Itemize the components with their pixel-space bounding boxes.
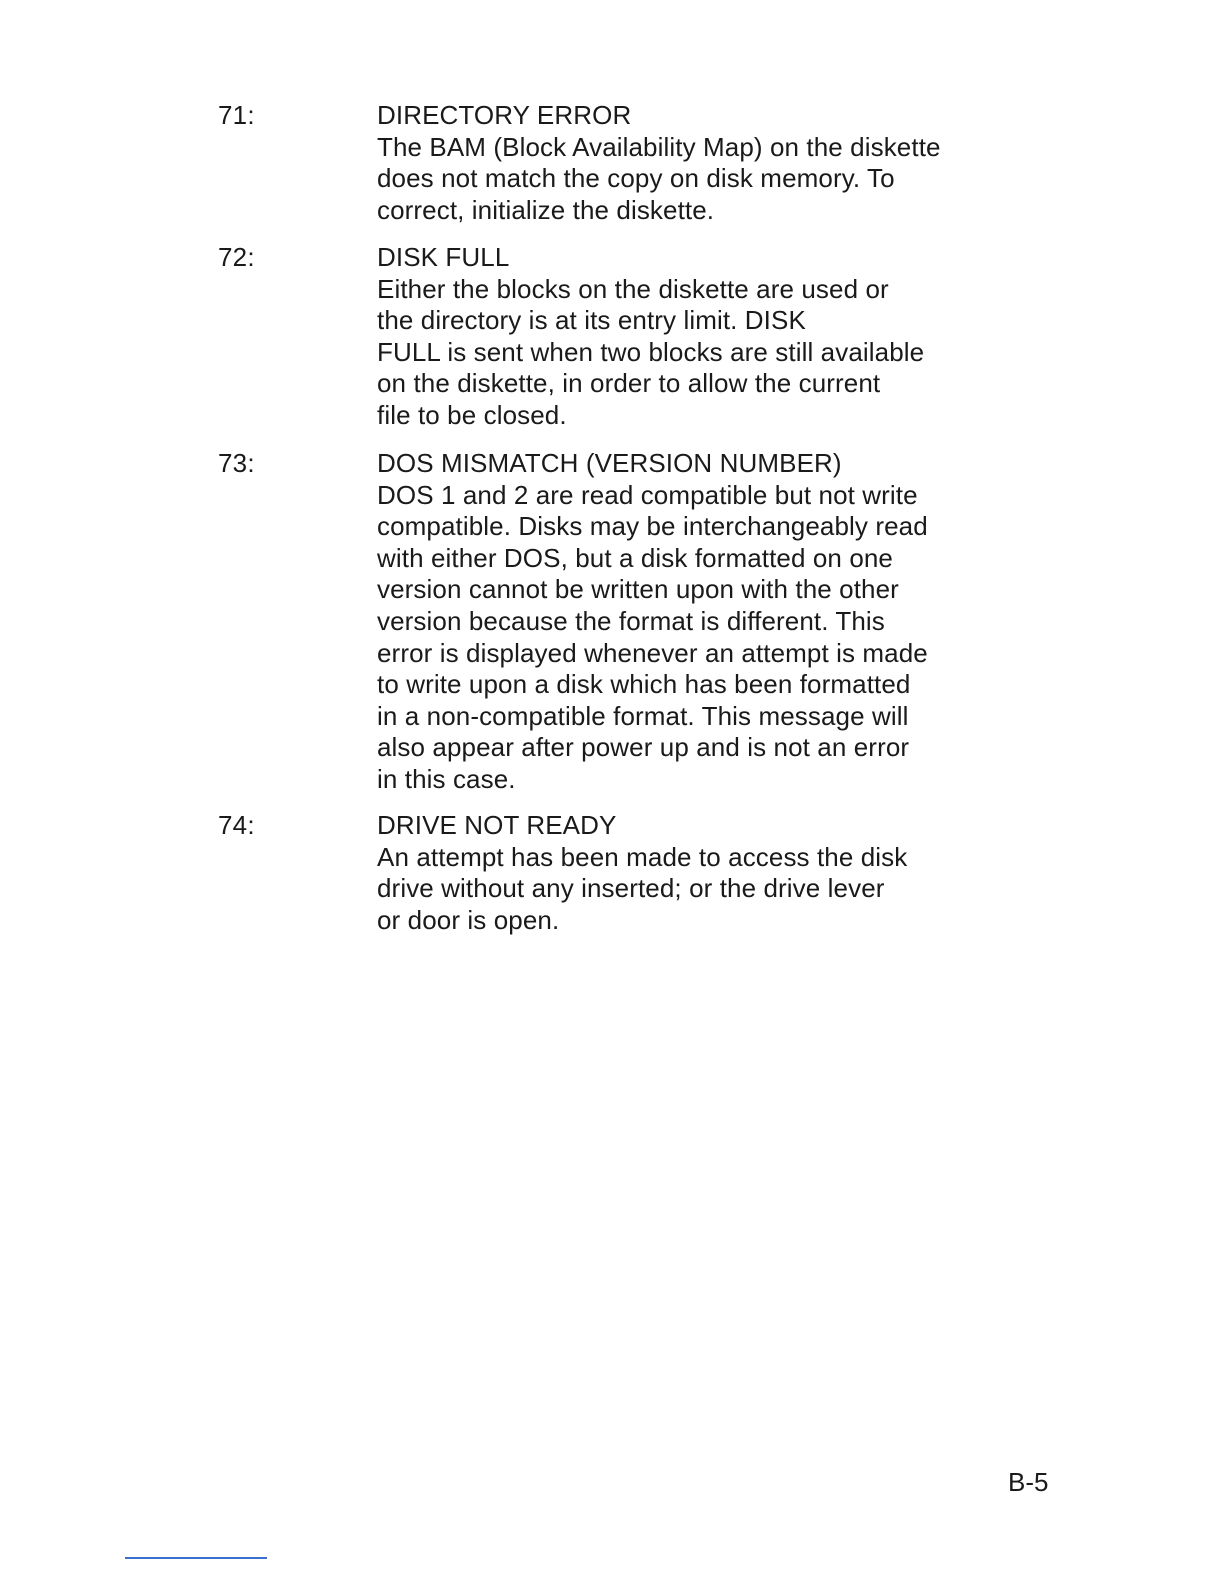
description-line: also appear after power up and is not an error	[377, 732, 910, 763]
description-line: The BAM (Block Availability Map) on the diskette	[377, 131, 941, 162]
description-line: version cannot be written upon with the other	[377, 574, 899, 605]
description-line: An attempt has been made to access the disk	[377, 841, 908, 872]
description-line: to write upon a disk which has been formatted	[377, 669, 911, 700]
description-line: file to be closed.	[377, 399, 567, 430]
error-description	[377, 448, 1037, 796]
description-line: FULL is sent when two blocks are still available	[377, 336, 925, 367]
error-description	[377, 810, 1037, 936]
error-title: DRIVE NOT READY	[377, 810, 617, 840]
error-title: DIRECTORY ERROR	[377, 100, 632, 130]
description-line: error is displayed whenever an attempt is made	[377, 637, 928, 668]
error-description	[377, 242, 1037, 432]
error-description	[377, 100, 1037, 226]
error-code: 74:	[218, 810, 255, 840]
description-line: drive without any inserted; or the drive lever	[377, 873, 885, 904]
footer-rule	[125, 1557, 267, 1559]
description-line: or door is open.	[377, 904, 560, 935]
description-line: does not match the copy on disk memory. To	[377, 163, 895, 194]
description-line: on the diskette, in order to allow the current	[377, 368, 881, 399]
description-line: in this case.	[377, 763, 516, 794]
description-line: version because the format is different. This	[377, 605, 885, 636]
description-line: in a non-compatible format. This message will	[377, 700, 909, 731]
description-line: compatible. Disks may be interchangeably read	[377, 511, 928, 542]
error-title: DOS MISMATCH (VERSION NUMBER)	[377, 448, 842, 478]
description-line: with either DOS, but a disk formatted on one	[377, 542, 893, 573]
error-code: 72:	[218, 242, 255, 272]
description-line: correct, initialize the diskette.	[377, 194, 715, 225]
description-line: DOS 1 and 2 are read compatible but not write	[377, 479, 918, 510]
description-line: Either the blocks on the diskette are used or	[377, 273, 889, 304]
error-title: DISK FULL	[377, 242, 510, 272]
error-code: 71:	[218, 100, 255, 130]
page-number: B-5	[1008, 1467, 1049, 1497]
description-line: the directory is at its entry limit. DISK	[377, 305, 806, 336]
error-code: 73:	[218, 448, 255, 478]
